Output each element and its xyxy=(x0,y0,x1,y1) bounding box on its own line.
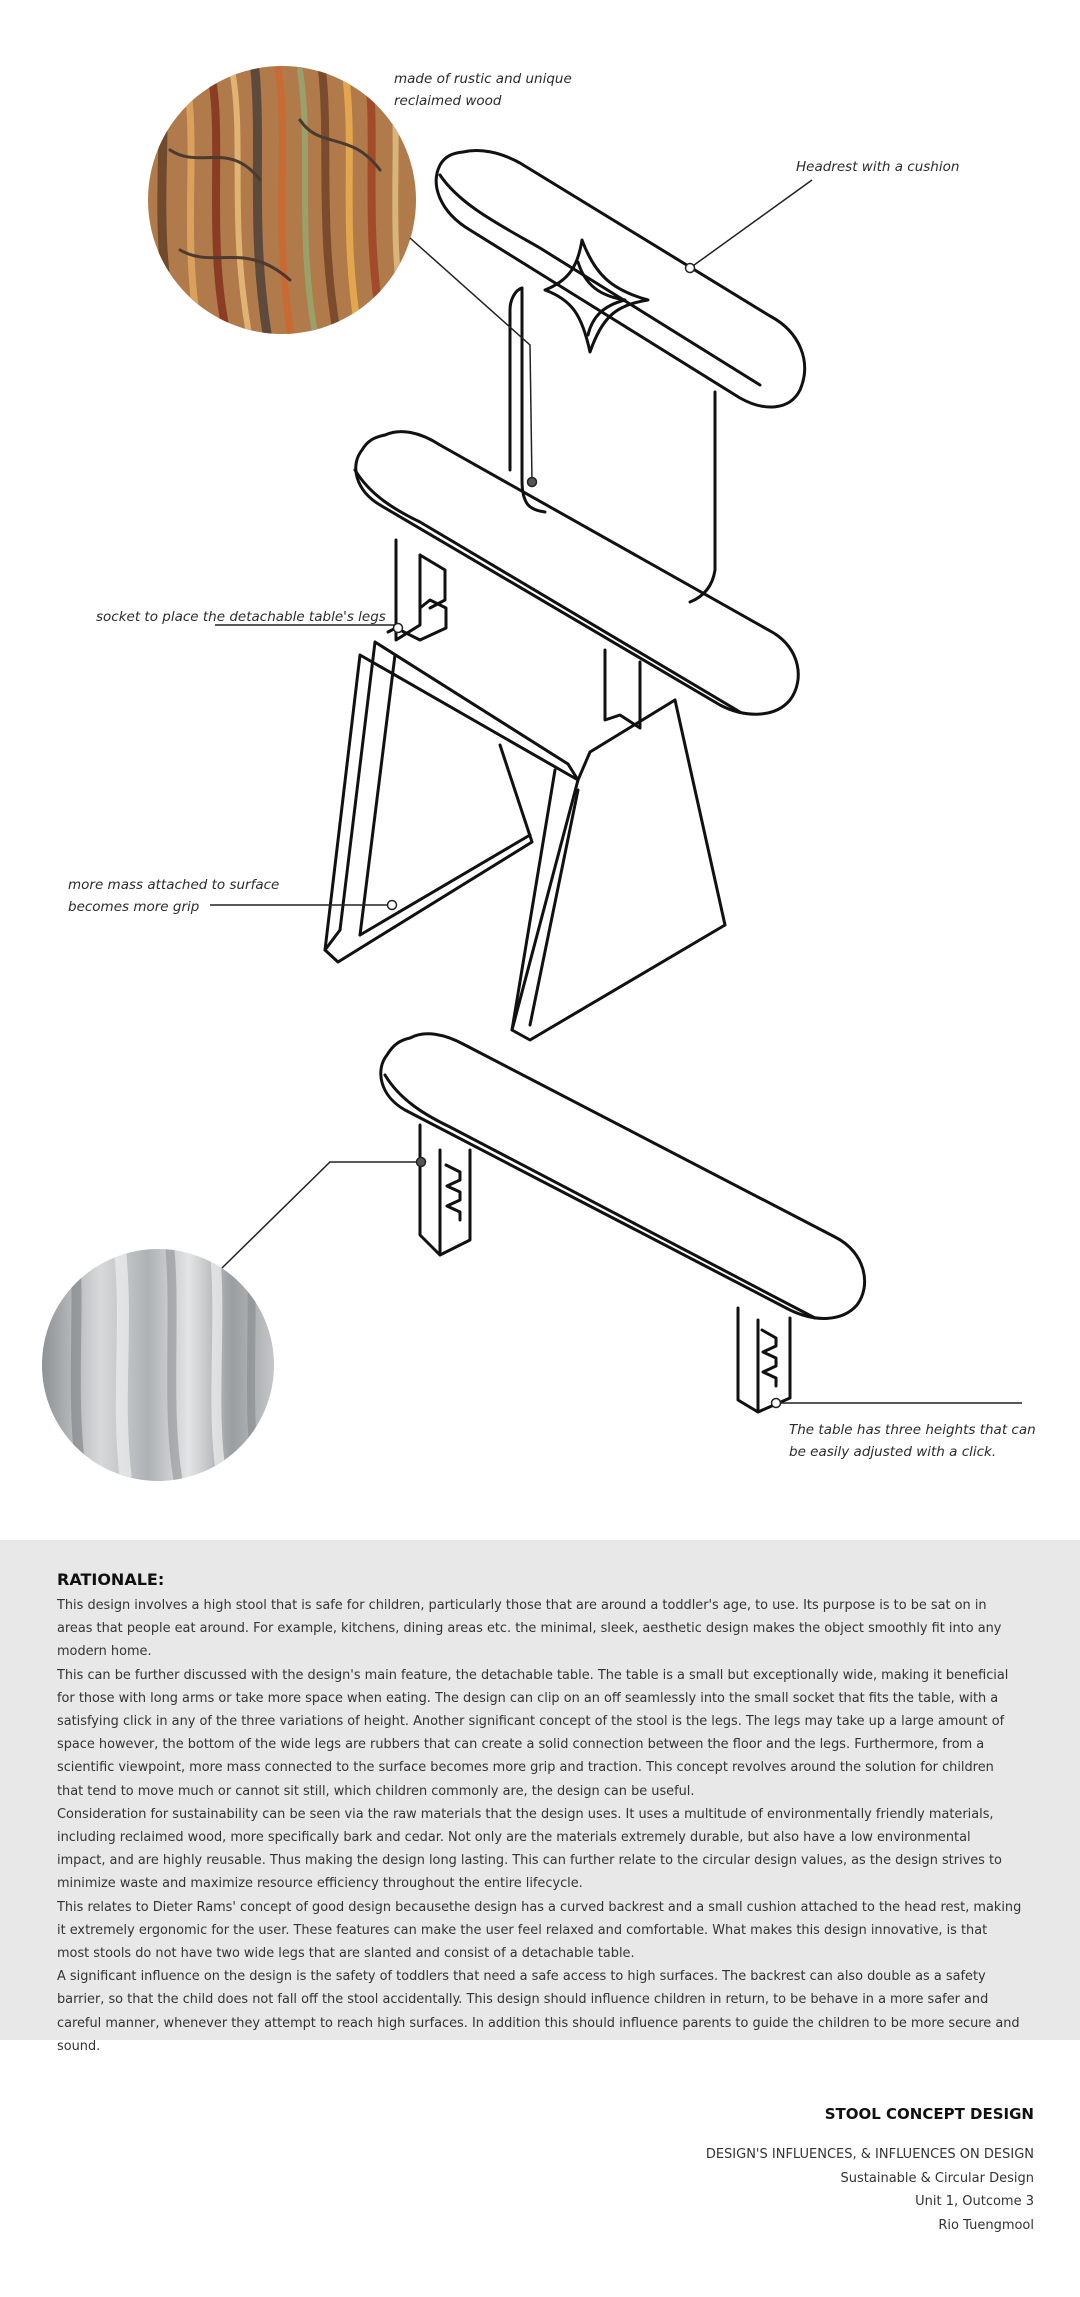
footer-author: Rio Tuengmool xyxy=(938,2217,1034,2233)
table-right-leg xyxy=(738,1308,790,1412)
document-title: STOOL CONCEPT DESIGN xyxy=(824,2105,1034,2123)
callout-markers xyxy=(388,264,781,1408)
callout-socket: socket to place the detachable table's legs xyxy=(96,609,386,625)
wood-texture-swatch xyxy=(140,60,430,350)
footer-unit: Unit 1, Outcome 3 xyxy=(915,2194,1034,2209)
stool-line-art xyxy=(325,150,865,1412)
footer-credits xyxy=(706,2105,1034,2237)
callout-table-heights: The table has three heights that can be easily adjusted with a click. xyxy=(789,1422,1036,1460)
headrest-cushion xyxy=(436,150,804,407)
rationale-title: RATIONALE: xyxy=(57,1570,165,1589)
table-top xyxy=(381,1034,865,1319)
rationale-body xyxy=(57,1594,1023,2058)
callout-headrest: Headrest with a cushion xyxy=(796,159,960,175)
stone-texture-swatch xyxy=(40,1245,280,1485)
callout-mass-grip: more mass attached to surface becomes more grip xyxy=(68,877,280,915)
footer-subject: DESIGN'S INFLUENCES, & INFLUENCES ON DESIGN xyxy=(705,2147,1034,2162)
right-leg xyxy=(512,700,725,1040)
rationale-paragraph: This relates to Dieter Rams' concept of good design becausethe design has a curved backrest and a small cushion attached to the head rest, making it extremely ergonomic for the user. These features can make the user feel relaxed and comfortable. What makes this design innovative, is that most stools do not have two wide legs that are slanted and consist of a detachable table. xyxy=(57,1899,1022,1962)
rationale-section xyxy=(0,1540,1080,2054)
star-emblem xyxy=(545,240,648,352)
rationale-paragraph: A significant influence on the design is the safety of toddlers that need a safe access to high surfaces. The backrest can also double as a safety barrier, so that the child does not fall off the stool accidentally. This design should influence children in return, to be behave in a more safer and careful manner, whenever they attempt to reach high surfaces. In addition this should influence parents to guide the children to be more secure and sound. xyxy=(57,1969,1020,2054)
table-left-leg xyxy=(420,1125,470,1255)
rationale-paragraph: This can be further discussed with the design's main feature, the detachable table. The table is a small but exceptionally wide, making it beneficial for those with long arms or take more space when eating. The design can clip on an off seamlessly into the small socket that fits the table, with a satisfying click in any of the three variations of height. Another significant concept of the stool is the legs. The legs may take up a large amount of space however, the bottom of the wide legs are rubbers that can create a solid connection between the floor and the legs. Furthermore, from a scientific viewpoint, more mass connected to the surface becomes more grip and traction. This concept revolves around the solution for children that tend to move much or cannot sit still, which children commonly are, the design can be useful. xyxy=(57,1667,1009,1799)
footer-topic: Sustainable & Circular Design xyxy=(840,2170,1034,2186)
rationale-paragraph: This design involves a high stool that is safe for children, particularly those that are around a toddler's age, to use. Its purpose is to be sat on in areas that people eat around. For example, kitchens, dining areas etc. the minimal, sleek, aesthetic design makes the object smoothly fit into any modern home. xyxy=(57,1598,1002,1660)
callout-wood-material: made of rustic and unique reclaimed wood xyxy=(394,71,572,109)
rationale-paragraph: Consideration for sustainability can be seen via the raw materials that the design uses. It uses a multitude of environmentally friendly materials, including reclaimed wood, more specifically bark and cedar. Not only are the materials extremely durable, but also have a low environmental impact, and are highly reusable. Thus making the design long lasting. This can further relate to the circular design values, as the design strives to minimize waste and maximize resource efficiency throughout the entire lifecycle. xyxy=(57,1806,1002,1892)
